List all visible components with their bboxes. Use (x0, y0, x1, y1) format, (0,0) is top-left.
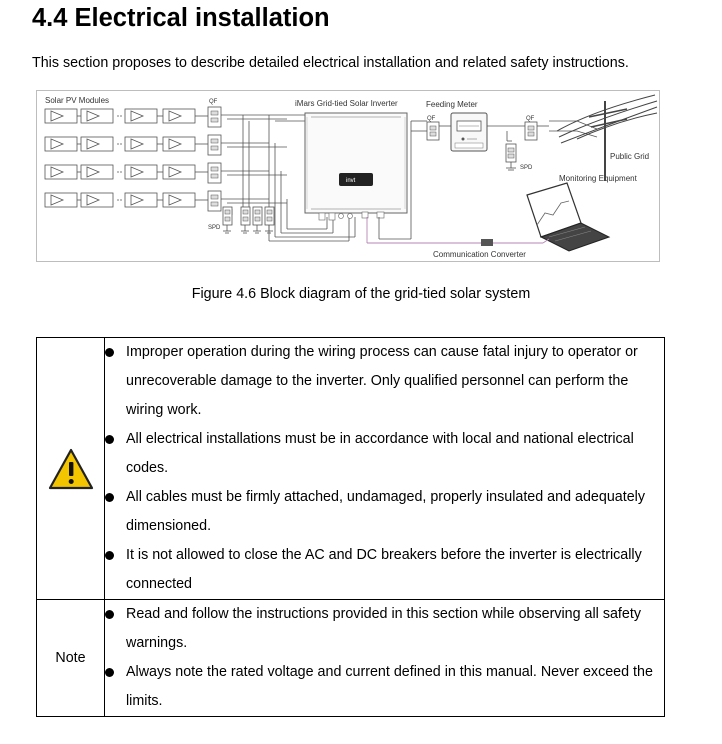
feeding-meter-label: Feeding Meter (426, 100, 478, 109)
warning-item-text: Improper operation during the wiring process can cause fatal injury to operator or unrecoverable damage to the inverter. Only qualified personnel can perform the wiring work. (126, 344, 638, 418)
spd-right-module (506, 144, 516, 170)
pv-module (125, 137, 157, 151)
qf-breaker (208, 135, 221, 155)
spd-module (223, 207, 232, 233)
feeding-meter (451, 113, 487, 151)
note-list (105, 600, 664, 716)
spd-module (241, 207, 250, 233)
pv-module (45, 165, 77, 179)
spd-left-modules (223, 207, 274, 233)
pv-module (163, 165, 195, 179)
monitoring-label: Monitoring Equipment (559, 174, 637, 183)
qf-left-label: QF (209, 99, 218, 105)
laptop-monitoring (527, 183, 609, 251)
section-intro: This section proposes to describe detailed electrical installation and related safety instructions. (32, 55, 629, 71)
pv-module (163, 109, 195, 123)
qf-breaker (208, 107, 221, 127)
qf-left-breakers (208, 107, 221, 211)
inverter-brand: invt (346, 178, 356, 184)
pv-module (125, 109, 157, 123)
warning-content-cell (105, 338, 665, 600)
warning-triangle-icon (48, 448, 94, 490)
pv-module (45, 193, 77, 207)
list-item (105, 600, 664, 658)
spd-module (253, 207, 262, 233)
qf-right-breaker (525, 122, 537, 140)
pv-module (81, 193, 113, 207)
qf-meter-breaker (427, 122, 439, 140)
pv-module (125, 165, 157, 179)
list-item (105, 483, 664, 541)
pv-module (125, 193, 157, 207)
comm-converter-label: Communication Converter (433, 250, 526, 259)
pv-modules-group (45, 109, 209, 207)
warning-row (37, 338, 665, 600)
spd-left-label: SPD (208, 225, 221, 231)
inverter (305, 113, 407, 220)
warning-item-text: All cables must be firmly attached, undamaged, properly insulated and adequately dimensioned. (126, 489, 645, 534)
qf-breaker (208, 191, 221, 211)
public-grid-pole (557, 95, 657, 181)
warning-icon-cell (37, 338, 105, 600)
public-grid-label: Public Grid (610, 152, 650, 161)
comm-converter (367, 217, 549, 246)
note-row (37, 600, 665, 717)
pv-modules-label: Solar PV Modules (45, 96, 110, 105)
inverter-label: iMars Grid-tied Solar Inverter (295, 99, 398, 108)
warning-item-text: It is not allowed to close the AC and DC breakers before the inverter is electrically connected (126, 547, 642, 592)
block-diagram (36, 90, 660, 262)
list-item (105, 425, 664, 483)
note-content-cell (105, 600, 665, 717)
pv-module (163, 193, 195, 207)
pv-module (45, 137, 77, 151)
qf-breaker (208, 163, 221, 183)
safety-notes-table (36, 337, 665, 717)
pv-module (81, 165, 113, 179)
section-title: 4.4 Electrical installation (32, 4, 330, 32)
note-item-text: Always note the rated voltage and current defined in this manual. Never exceed the limits. (126, 664, 653, 709)
note-label: Note (37, 600, 105, 717)
note-item-text: Read and follow the instructions provided in this section while observing all safety warnings. (126, 606, 641, 651)
pv-module (81, 137, 113, 151)
warning-item-text: All electrical installations must be in accordance with local and national electrical codes. (126, 431, 634, 476)
pv-module (81, 109, 113, 123)
list-item (105, 658, 664, 716)
warning-list (105, 338, 664, 599)
list-item (105, 541, 664, 599)
spd-right-label: SPD (520, 165, 533, 171)
spd-module (265, 207, 274, 233)
pv-module (45, 109, 77, 123)
block-diagram-graphic (37, 91, 661, 263)
qf-right-label: QF (526, 116, 535, 122)
pv-module (163, 137, 195, 151)
list-item (105, 338, 664, 425)
figure-caption: Figure 4.6 Block diagram of the grid-tied solar system (191, 286, 531, 302)
qf-meter-label: QF (427, 116, 436, 122)
